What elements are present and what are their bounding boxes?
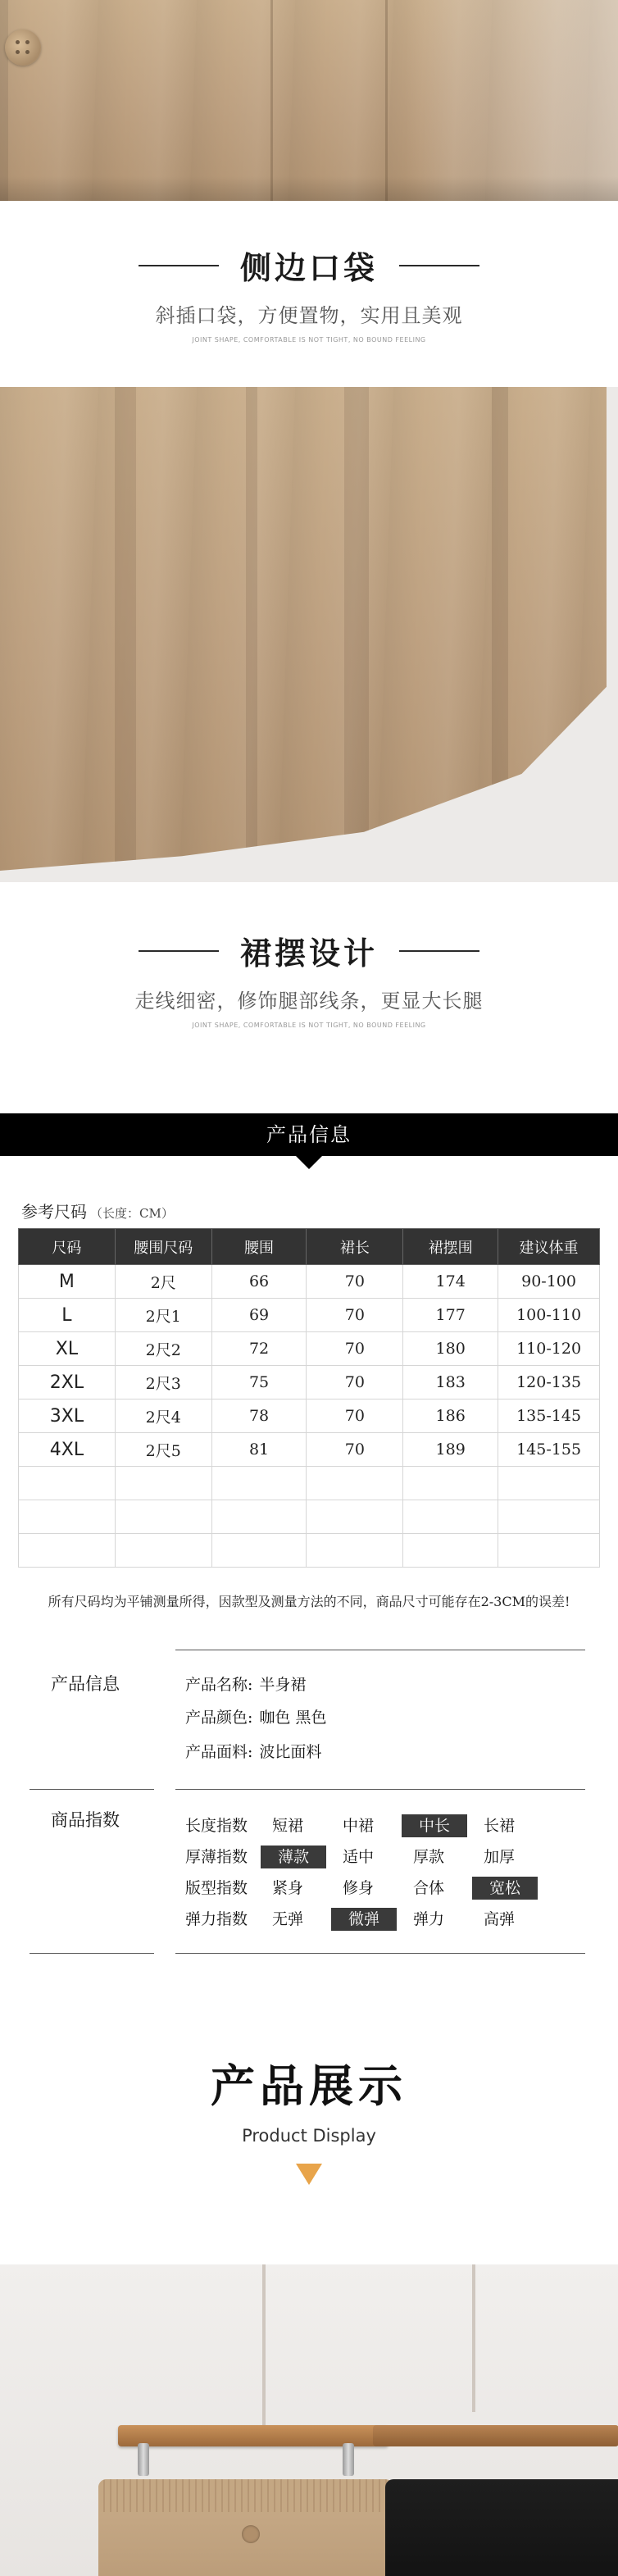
divider (30, 1789, 154, 1790)
elastic-waistband (98, 2479, 393, 2512)
weight-cell: 90-100 (498, 1265, 600, 1299)
size-cell: 4XL (19, 1433, 116, 1467)
table-row (19, 1332, 600, 1366)
index-option: 紧身 (272, 1879, 304, 1897)
hem-cell: 183 (403, 1366, 498, 1400)
product-photo-hem (0, 387, 618, 882)
banner-notch-icon (294, 1154, 324, 1169)
empty-table-row (19, 1500, 600, 1534)
index-option: 厚款 (413, 1848, 445, 1866)
waist-cell: 75 (211, 1366, 307, 1400)
length-cell: 70 (307, 1299, 403, 1332)
size-cell: M (19, 1265, 116, 1299)
display-title: 产品展示 (211, 2060, 407, 2112)
column-header: 裙摆围 (403, 1229, 498, 1265)
fabric-fold (246, 387, 257, 871)
length-cell: 70 (307, 1332, 403, 1366)
hem-cell: 177 (403, 1299, 498, 1332)
index-option: 适中 (343, 1848, 375, 1866)
waist-cell: 72 (211, 1332, 307, 1366)
waist-cell: 69 (211, 1299, 307, 1332)
size-cell: XL (19, 1332, 116, 1366)
index-name: 版型指数 (185, 1879, 248, 1897)
section-header-pocket (0, 243, 618, 344)
index-option: 加厚 (484, 1848, 516, 1866)
size-caption-text: 参考尺码 (21, 1202, 87, 1222)
length-cell: 70 (307, 1366, 403, 1400)
empty-table-row (19, 1534, 600, 1568)
size-cell: L (19, 1299, 116, 1332)
fabric-seam (0, 0, 8, 201)
index-row-length (185, 1810, 543, 1841)
product-photo-pocket (0, 0, 618, 201)
skirt-button (242, 2525, 260, 2543)
index-grid (185, 1810, 543, 1935)
product-fabric-value: 波比面料 (259, 1743, 322, 1761)
index-option-selected: 微弹 (331, 1908, 397, 1931)
index-option: 合体 (413, 1879, 445, 1897)
index-option: 短裙 (272, 1817, 304, 1835)
index-option: 长裙 (484, 1817, 516, 1835)
hanger-hook (262, 2264, 266, 2437)
section-title: 侧边口袋 (239, 250, 378, 286)
fabric-fold (492, 387, 508, 871)
photo-shadow (405, 0, 618, 201)
skirt-fabric (0, 387, 607, 871)
size-cell: 3XL (19, 1400, 116, 1433)
display-subtitle: Product Display (242, 2126, 376, 2146)
column-header: 腰围 (211, 1229, 307, 1265)
section-tagline: JOINT SHAPE, COMFORTABLE IS NOT TIGHT, NO BOUND FEELING (192, 1022, 426, 1029)
table-row (19, 1433, 600, 1467)
hem-cell: 174 (403, 1265, 498, 1299)
index-row-fit (185, 1873, 543, 1904)
index-option: 中裙 (343, 1817, 375, 1835)
index-name: 弹力指数 (185, 1910, 248, 1928)
chevron-down-icon (296, 2164, 322, 2185)
table-row (19, 1265, 600, 1299)
section-subtitle: 走线细密，修饰腿部线条，更显大长腿 (134, 990, 484, 1013)
index-option: 高弹 (484, 1910, 516, 1928)
section-tagline: JOINT SHAPE, COMFORTABLE IS NOT TIGHT, NO BOUND FEELING (192, 336, 426, 344)
product-info-banner (0, 1113, 618, 1156)
section-title: 裙摆设计 (239, 935, 378, 972)
hanger-hook (472, 2264, 475, 2412)
divider (175, 1789, 585, 1790)
index-option: 弹力 (413, 1910, 445, 1928)
waist-size-cell: 2尺 (115, 1265, 211, 1299)
section-subtitle: 斜插口袋，方便置物，实用且美观 (155, 304, 463, 327)
size-chart-table (18, 1228, 600, 1568)
index-label: 商品指数 (51, 1810, 120, 1830)
table-row (19, 1366, 600, 1400)
waist-cell: 78 (211, 1400, 307, 1433)
size-caption (21, 1199, 174, 1222)
hanger-clip (343, 2443, 354, 2476)
black-skirt (385, 2479, 618, 2576)
product-color-value: 咖色 黑色 (259, 1709, 327, 1727)
skirt-hem (0, 176, 618, 201)
index-option-selected: 宽松 (472, 1877, 538, 1900)
product-fabric-line (185, 1740, 321, 1762)
waist-cell: 66 (211, 1265, 307, 1299)
index-row-elasticity (185, 1904, 543, 1935)
hanger-clip (138, 2443, 149, 2476)
product-color-key: 产品颜色: (185, 1709, 253, 1727)
length-cell: 70 (307, 1265, 403, 1299)
index-option: 无弹 (272, 1910, 304, 1928)
length-cell: 70 (307, 1400, 403, 1433)
index-option: 修身 (343, 1879, 375, 1897)
table-row (19, 1400, 600, 1433)
header-rule-right (399, 950, 479, 952)
waist-cell: 81 (211, 1433, 307, 1467)
index-option-selected: 薄款 (261, 1846, 326, 1868)
section-header-hem (0, 928, 618, 1029)
divider (30, 1953, 154, 1954)
wooden-hanger (373, 2425, 618, 2446)
product-fabric-key: 产品面料: (185, 1743, 253, 1761)
hem-cell: 180 (403, 1332, 498, 1366)
index-row-thickness (185, 1841, 543, 1873)
skirt-button (5, 30, 41, 66)
product-color-line (185, 1705, 326, 1727)
header-rule-left (139, 265, 219, 266)
weight-cell: 145-155 (498, 1433, 600, 1467)
length-cell: 70 (307, 1433, 403, 1467)
index-name: 长度指数 (185, 1817, 248, 1835)
waist-size-cell: 2尺3 (115, 1366, 211, 1400)
waist-size-cell: 2尺2 (115, 1332, 211, 1366)
table-header-row (19, 1229, 600, 1265)
column-header: 建议体重 (498, 1229, 600, 1265)
table-row (19, 1299, 600, 1332)
empty-table-row (19, 1467, 600, 1500)
product-name-key: 产品名称: (185, 1676, 253, 1694)
divider (175, 1953, 585, 1954)
weight-cell: 110-120 (498, 1332, 600, 1366)
product-display-header (0, 2051, 618, 2185)
index-name: 厚薄指数 (185, 1848, 248, 1866)
fabric-pleat (385, 0, 388, 201)
hem-cell: 186 (403, 1400, 498, 1433)
size-cell: 2XL (19, 1366, 116, 1400)
product-photo-hangers (0, 2264, 618, 2576)
product-name-value: 半身裙 (259, 1676, 307, 1694)
weight-cell: 100-110 (498, 1299, 600, 1332)
fabric-fold (115, 387, 136, 871)
column-header: 尺码 (19, 1229, 116, 1265)
header-rule-right (399, 265, 479, 266)
column-header: 裙长 (307, 1229, 403, 1265)
column-header: 腰围尺码 (115, 1229, 211, 1265)
waist-size-cell: 2尺5 (115, 1433, 211, 1467)
banner-title: 产品信息 (266, 1123, 352, 1146)
weight-cell: 120-135 (498, 1366, 600, 1400)
weight-cell: 135-145 (498, 1400, 600, 1433)
index-option-selected: 中长 (402, 1814, 467, 1837)
waist-size-cell: 2尺1 (115, 1299, 211, 1332)
fabric-pleat (270, 0, 273, 201)
hem-cell: 189 (403, 1433, 498, 1467)
header-rule-left (139, 950, 219, 952)
fabric-fold (344, 387, 369, 871)
waist-size-cell: 2尺4 (115, 1400, 211, 1433)
info-label: 产品信息 (51, 1674, 120, 1694)
size-caption-unit: （长度：CM） (90, 1206, 174, 1221)
size-note: 所有尺码均为平铺测量所得，因款型及测量方法的不同，商品尺寸可能存在2-3CM的误差! (48, 1594, 570, 1609)
product-name-line (185, 1673, 306, 1695)
